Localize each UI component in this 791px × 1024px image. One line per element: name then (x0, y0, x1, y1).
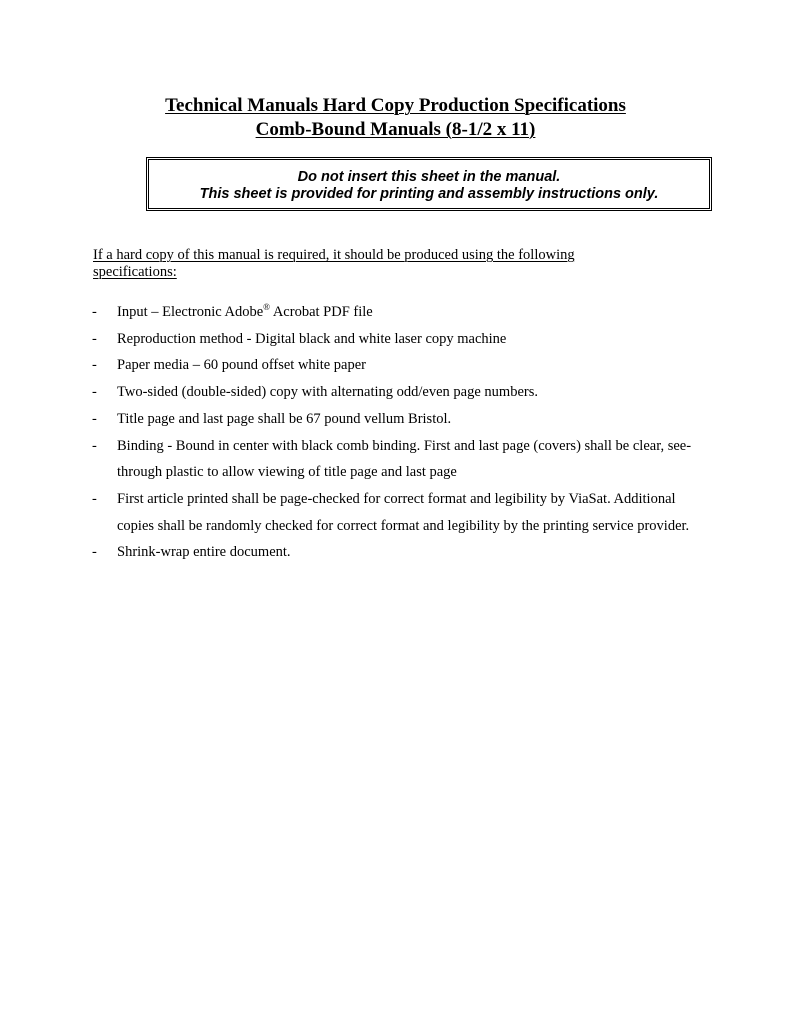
spec-text: First article printed shall be page-checked for correct format and legibility by ViaSat. Additional copies shall be randomly checked for correct format and legibility by the printing service provider. (117, 490, 690, 534)
list-dash: - (92, 544, 97, 561)
spec-item (92, 486, 712, 539)
spec-text-part: Input – Electronic Adobe (117, 304, 264, 320)
spec-text-part: Acrobat PDF file (270, 304, 373, 320)
spec-item (92, 433, 712, 486)
title-block (0, 94, 791, 142)
list-dash: - (92, 330, 97, 347)
notice-box (146, 157, 712, 211)
spec-text: Two-sided (double-sided) copy with alternating odd/even page numbers. (117, 384, 538, 401)
spec-list (92, 299, 712, 566)
notice-line-1: Do not insert this sheet in the manual. (297, 169, 561, 185)
list-dash: - (92, 490, 97, 507)
page-title: Technical Manuals Hard Copy Production Specifications (165, 95, 626, 116)
spec-item (92, 326, 712, 353)
spec-text: Binding - Bound in center with black comb binding. First and last page (covers) shall be clear, see-through plastic to allow viewing of title page and last page (117, 437, 692, 481)
spec-text: Reproduction method - Digital black and white laser copy machine (117, 330, 507, 347)
spec-text (117, 304, 373, 320)
spec-text: Shrink-wrap entire document. (117, 544, 291, 561)
spec-item (92, 299, 712, 326)
spec-item (92, 352, 712, 379)
registered-mark: ® (263, 302, 271, 313)
list-dash: - (92, 304, 97, 320)
notice-line-2: This sheet is provided for printing and assembly instructions only. (199, 186, 659, 202)
intro-paragraph: If a hard copy of this manual is required, it should be produced using the following specifications: (93, 247, 575, 280)
list-dash: - (92, 384, 97, 401)
list-dash: - (92, 437, 97, 454)
spec-text: Paper media – 60 pound offset white paper (117, 357, 366, 374)
page-subtitle: Comb-Bound Manuals (8-1/2 x 11) (255, 119, 536, 140)
list-dash: - (92, 357, 97, 374)
spec-text: Title page and last page shall be 67 pound vellum Bristol. (117, 410, 452, 427)
list-dash: - (92, 410, 97, 427)
spec-item (92, 406, 712, 433)
spec-item (92, 379, 712, 406)
spec-item (92, 539, 712, 566)
